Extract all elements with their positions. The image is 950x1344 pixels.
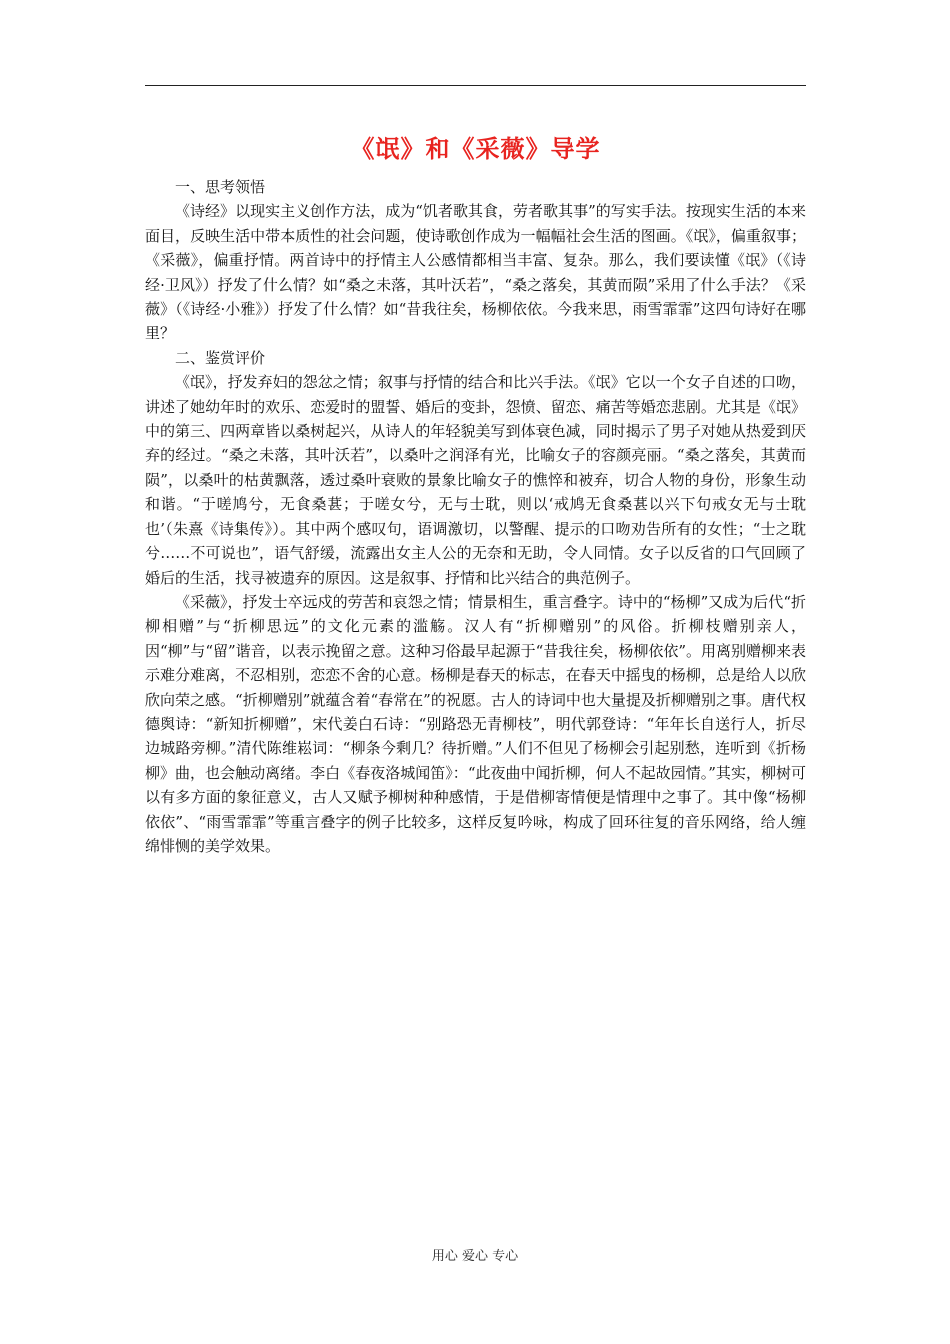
section-heading-2: 二、鉴赏评价: [175, 348, 266, 367]
header-rule: [145, 85, 806, 86]
section-2-paragraph-2: 《采薇》，抒发士卒远戍的劳苦和哀怨之情；情景相生，重言叠字。诗中的“杨柳”又成为后代“折柳相赠”与“折柳思远”的文化元素的滥觞。汉人有“折柳赠别”的风俗。折柳枝赠别亲人，因“柳”与“留”谐音，以表示挽留之意。这种习俗最早起源于“昔我往矣，杨柳依依”。用离别赠柳来表示难分难离，不忍相别，恋恋不舍的心意。杨柳是春天的标志，在春天中摇曳的杨柳，总是给人以欣欣向荣之感。“折柳赠别”就蕴含着“春常在”的祝愿。古人的诗词中也大量提及折柳赠别之事。唐代权德舆诗：“新知折柳赠”，宋代姜白石诗：“别路恐无青柳枝”，明代郭登诗：“年年长自送行人，折尽边城路旁柳。”清代陈维崧词：“柳条今剩几？待折赠。”人们不但见了杨柳会引起别愁，连听到《折杨柳》曲，也会触动离绪。李白《春夜洛城闻笛》：“此夜曲中闻折柳，何人不起故园情。”其实，柳树可以有多方面的象征意义，古人又赋予柳树种种感情，于是借柳寄情便是情理中之事了。其中像“杨柳依依”、“雨雪霏霏”等重言叠字的例子比较多，这样反复吟咏，构成了回环往复的音乐网络，给人缠绵悱恻的美学效果。: [145, 592, 807, 855]
document-title: 《氓》和《采薇》导学: [350, 135, 601, 163]
section-heading-1: 一、思考领悟: [175, 178, 266, 196]
section-1-paragraph-1: 《诗经》以现实主义创作方法，成为“饥者歌其食，劳者歌其事”的写实手法。按现实生活的本来面目，反映生活中带本质性的社会问题，使诗歌创作成为一幅幅社会生活的图画。《氓》，偏重叙事；《采薇》，偏重抒情。两首诗中的抒情主人公感情都相当丰富、复杂。那么，我们要读懂《氓》（《诗经·卫风》）抒发了什么情？如“桑之未落，其叶沃若”，“桑之落矣，其黄而陨”采用了什么手法？《采薇》（《诗经·小雅》）抒发了什么情？如“昔我往矣，杨柳依依。今我来思，雨雪霏霏”这四句诗好在哪里？: [145, 202, 806, 343]
section-2-paragraph-1: 《氓》，抒发弃妇的怨忿之情；叙事与抒情的结合和比兴手法。《氓》它以一个女子自述的口吻，讲述了她幼年时的欢乐、恋爱时的盟誓、婚后的变卦，怨愤、留恋、痛苦等婚恋悲剧。尤其是《氓》中的第三、四两章皆以桑树起兴，从诗人的年轻貌美写到体衰色减，同时揭示了男子对她从热爱到厌弃的经过。“桑之未落，其叶沃若”，以桑叶之润泽有光，比喻女子的容颜亮丽。“桑之落矣，其黄而陨”，以桑叶的枯黄飘落，透过桑叶衰败的景象比喻女子的憔悴和被弃，切合人物的身份，形象生动和谐。“于嗟鸠兮，无食桑葚；于嗟女兮，无与士耽，则以‘戒鸠无食桑葚以兴下句戒女无与士耽也’（朱熹《诗集传》）。其中两个感叹句，语调激切，以警醒、提示的口吻劝告所有的女性；“士之耽兮……不可说也”，语气舒缓，流露出女主人公的无奈和无助，令人同情。女子以反省的口气回顾了婚后的生活，找寻被遗弃的原因。这是叙事、抒情和比兴结合的典范例子。: [145, 373, 806, 587]
document-body: [145, 175, 806, 858]
page-footer: 用心 爱心 专心: [431, 1249, 519, 1264]
